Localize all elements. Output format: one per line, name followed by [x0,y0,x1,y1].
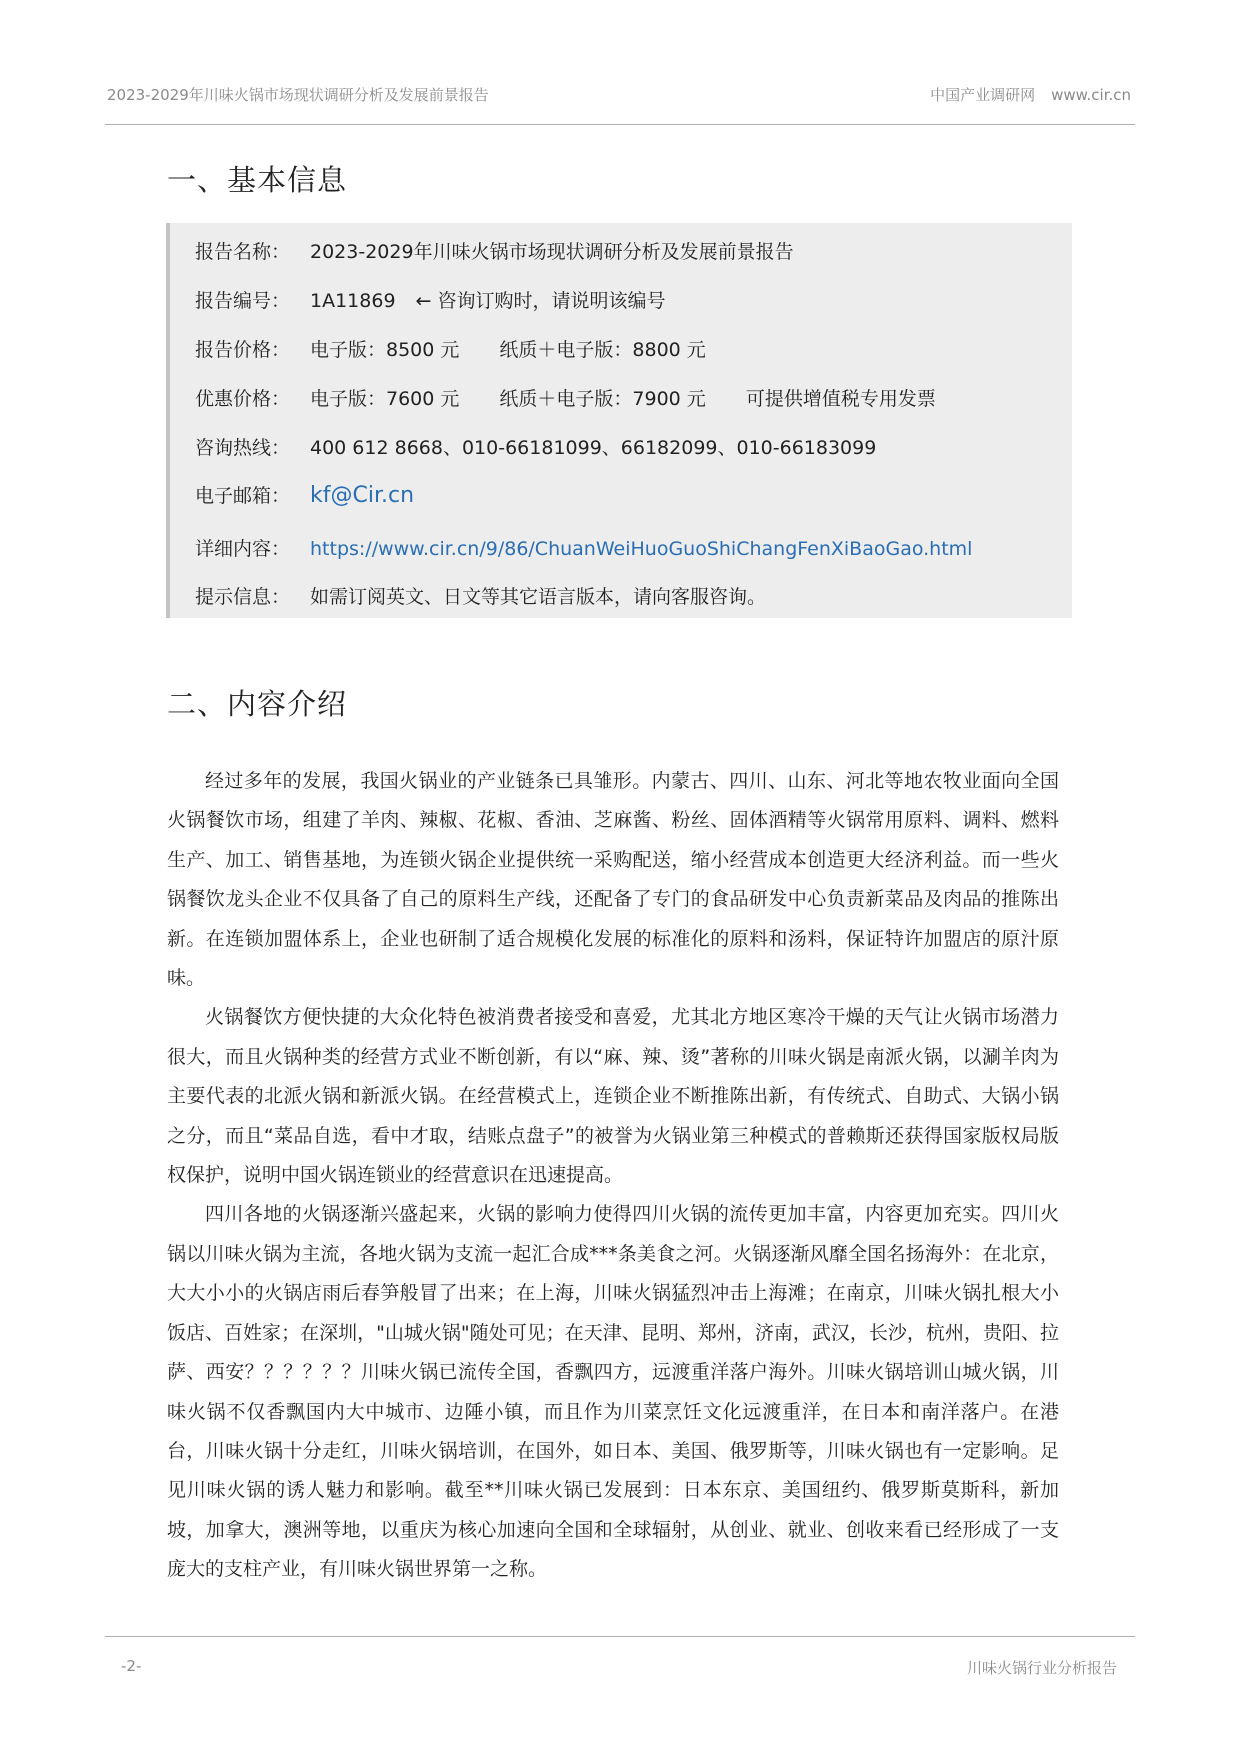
info-value: 如需订阅英文、日文等其它语言版本，请向客服咨询。 [310,586,767,608]
info-label: 提示信息： [195,586,291,608]
page-footer [105,1636,1135,1677]
paragraph: 四川各地的火锅逐渐兴盛起来，火锅的影响力使得四川火锅的流传更加丰富，内容更加充实。四川火锅以川味火锅为主流，各地火锅为支流一起汇合成***条美食之河。火锅逐渐风靡全国名扬海外：在北京，大大小小的火锅店雨后春笋般冒了出来；在上海，川味火锅猛烈冲击上海滩；在南京，川味火锅扎根大小饭店、百姓家；在深圳，"山城火锅"随处可见；在天津、昆明、郑州，济南，武汉，长沙，杭州，贵阳、拉萨、西安？？？？？？川味火锅已流传全国，香飘四方，远渡重洋落户海外。川味火锅培训山城火锅，川味火锅不仅香飘国内大中城市、边陲小镇，而且作为川菜烹饪文化远渡重洋，在日本和南洋落户。在港台，川味火锅十分走红，川味火锅培训，在国外，如日本、美国、俄罗斯等，川味火锅也有一定影响。足见川味火锅的诱人魅力和影响。截至**川味火锅已发展到：日本东京、美国纽约、俄罗斯莫斯科，新加坡，加拿大，澳洲等地，以重庆为核心加速向全国和全球辐射，从创业、就业、创收来看已经形成了一支庞大的支柱产业，有川味火锅世界第一之称。 [167,1203,1059,1581]
info-label: 优惠价格： [195,388,291,410]
footer-report-name: 川味火锅行业分析报告 [966,1659,1117,1677]
page-number: -2- [121,1657,142,1675]
paragraph: 经过多年的发展，我国火锅业的产业链条已具雏形。内蒙古、四川、山东、河北等地农牧业面向全国火锅餐饮市场，组建了羊肉、辣椒、花椒、香油、芝麻酱、粉丝、固体酒精等火锅常用原料、调料、燃料生产、加工、销售基地，为连锁火锅企业提供统一采购配送，缩小经营成本创造更大经济利益。而一些火锅餐饮龙头企业不仅具备了自己的原料生产线，还配备了专门的食品研发中心负责新菜品及肉品的推陈出新。在连锁加盟体系上，企业也研制了适合规模化发展的标准化的原料和汤料，保证特许加盟店的原汁原味。 [167,770,1059,990]
header-report-title: 2023-2029年川味火锅市场现状调研分析及发展前景报告 [107,86,489,104]
info-row-report-name [195,237,794,264]
header-site-name: 中国产业调研网 [930,86,1036,104]
info-value: 1A11869 [310,290,396,312]
info-row-price [195,335,706,362]
info-note: ← 咨询订购时，请说明该编号 [415,290,666,312]
info-label: 报告名称： [195,241,291,263]
info-box [166,223,1072,618]
info-label: 咨询热线： [195,437,291,459]
info-value: 电子版：8500 元 [310,339,460,361]
section-title-content-intro: 二、内容介绍 [167,687,348,721]
info-value-2: 纸质＋电子版：7900 元 [499,388,706,410]
info-row-email [195,481,414,508]
page-header [105,80,1135,125]
info-label: 报告价格： [195,339,291,361]
info-row-report-code [195,286,666,313]
info-row-discount-price [195,384,936,411]
info-row-detail [195,534,972,561]
info-row-notice [195,582,766,609]
info-label: 电子邮箱： [195,485,291,507]
header-site-url[interactable]: www.cir.cn [1051,86,1131,104]
detail-link[interactable]: https://www.cir.cn/9/86/ChuanWeiHuoGuoShiChangFenXiBaoGao.html [310,538,973,560]
content-intro-body [167,762,1059,1590]
info-label: 详细内容： [195,538,291,560]
section-title-basic-info: 一、基本信息 [167,163,348,197]
header-site-info [930,84,1131,105]
info-value-2: 纸质＋电子版：8800 元 [499,339,706,361]
info-value-3: 可提供增值税专用发票 [745,388,936,410]
email-link[interactable]: kf@Cir.cn [310,483,415,508]
info-value: 400 612 8668、010-66181099、66182099、010-66183099 [310,437,877,459]
info-label: 报告编号： [195,290,291,312]
info-value: 电子版：7600 元 [310,388,460,410]
info-value: 2023-2029年川味火锅市场现状调研分析及发展前景报告 [310,241,794,263]
paragraph: 火锅餐饮方便快捷的大众化特色被消费者接受和喜爱，尤其北方地区寒冷干燥的天气让火锅市场潜力很大，而且火锅种类的经营方式业不断创新，有以“麻、辣、烫”著称的川味火锅是南派火锅，以涮羊肉为主要代表的北派火锅和新派火锅。在经营模式上，连锁企业不断推陈出新，有传统式、自助式、大锅小锅之分，而且“菜品自选，看中才取，结账点盘子”的被誉为火锅业第三种模式的普赖斯还获得国家版权局版权保护，说明中国火锅连锁业的经营意识在迅速提高。 [167,1006,1059,1187]
info-row-hotline [195,433,876,460]
